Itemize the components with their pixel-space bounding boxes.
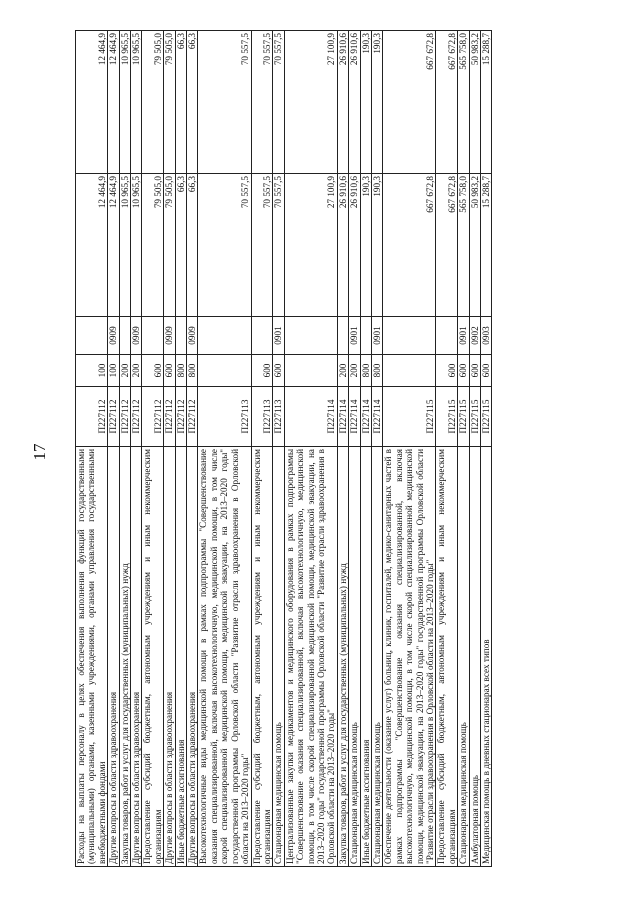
table-row bbox=[108, 31, 119, 867]
section-code-cell: 0901 bbox=[458, 317, 469, 355]
table-row bbox=[198, 31, 251, 867]
amount-cell: 190,3 bbox=[371, 174, 382, 317]
expense-type-code-cell: 600 bbox=[142, 355, 164, 387]
row-name-cell: Предоставление субсидий бюджетным, автономным учреждениям и иным некоммерческим организациям bbox=[436, 447, 458, 867]
section-code-cell: 0909 bbox=[187, 317, 198, 355]
amount-cell-2: 190,3 bbox=[371, 31, 382, 174]
amount-cell-2: 12 464,9 bbox=[108, 31, 119, 174]
table-row bbox=[164, 31, 175, 867]
row-name-cell: Стационарная медицинская помощь bbox=[458, 447, 469, 867]
target-article-code-cell: П227112 bbox=[119, 387, 130, 447]
table-row bbox=[175, 31, 186, 867]
amount-cell-2: 26 910,6 bbox=[349, 31, 360, 174]
section-code-cell bbox=[360, 317, 371, 355]
section-code-cell bbox=[175, 317, 186, 355]
expense-type-code-cell: 100 bbox=[108, 355, 119, 387]
amount-cell: 79 505,0 bbox=[164, 174, 175, 317]
target-article-code-cell: П227115 bbox=[383, 387, 436, 447]
amount-cell-2: 50 983,2 bbox=[469, 31, 480, 174]
section-code-cell bbox=[119, 317, 130, 355]
table-row bbox=[187, 31, 198, 867]
amount-cell: 26 910,6 bbox=[337, 174, 348, 317]
amount-cell: 66,3 bbox=[187, 174, 198, 317]
amount-cell: 70 557,5 bbox=[251, 174, 273, 317]
target-article-code-cell: П227113 bbox=[273, 387, 284, 447]
table-row bbox=[142, 31, 164, 867]
target-article-code-cell: П227114 bbox=[371, 387, 382, 447]
amount-cell: 27 100,9 bbox=[284, 174, 337, 317]
rotated-page-content bbox=[75, 31, 600, 867]
expense-type-code-cell: 600 bbox=[164, 355, 175, 387]
amount-cell-2: 10 965,5 bbox=[119, 31, 130, 174]
target-article-code-cell: П227112 bbox=[108, 387, 119, 447]
row-name-cell: Другие вопросы в области здравоохранения bbox=[164, 447, 175, 867]
row-name-cell: Стационарная медицинская помощь bbox=[371, 447, 382, 867]
table-row bbox=[337, 31, 348, 867]
section-code-cell bbox=[436, 317, 458, 355]
target-article-code-cell: П227115 bbox=[458, 387, 469, 447]
target-article-code-cell: П227112 bbox=[164, 387, 175, 447]
budget-table-body bbox=[76, 31, 492, 867]
table-row bbox=[273, 31, 284, 867]
row-name-cell: Стационарная медицинская помощь bbox=[349, 447, 360, 867]
row-name-cell: Другие вопросы в области здравоохранения bbox=[108, 447, 119, 867]
amount-cell-2: 79 505,0 bbox=[142, 31, 164, 174]
target-article-code-cell: П227112 bbox=[187, 387, 198, 447]
expense-type-code-cell: 600 bbox=[273, 355, 284, 387]
amount-cell-2: 79 505,0 bbox=[164, 31, 175, 174]
amount-cell-2: 190,3 bbox=[360, 31, 371, 174]
table-row bbox=[481, 31, 492, 867]
section-code-cell: 0902 bbox=[469, 317, 480, 355]
amount-cell: 79 505,0 bbox=[142, 174, 164, 317]
amount-cell-2: 667 672,8 bbox=[436, 31, 458, 174]
amount-cell-2: 667 672,8 bbox=[383, 31, 436, 174]
expense-type-code-cell: 600 bbox=[469, 355, 480, 387]
section-code-cell: 0903 bbox=[481, 317, 492, 355]
amount-cell: 12 464,9 bbox=[76, 174, 108, 317]
expense-type-code-cell: 800 bbox=[187, 355, 198, 387]
section-code-cell: 0909 bbox=[108, 317, 119, 355]
amount-cell-2: 12 464,9 bbox=[76, 31, 108, 174]
amount-cell: 70 557,5 bbox=[273, 174, 284, 317]
target-article-code-cell: П227114 bbox=[360, 387, 371, 447]
table-row bbox=[371, 31, 382, 867]
section-code-cell: 0901 bbox=[349, 317, 360, 355]
table-row bbox=[349, 31, 360, 867]
target-article-code-cell: П227114 bbox=[337, 387, 348, 447]
amount-cell: 50 983,2 bbox=[469, 174, 480, 317]
target-article-code-cell: П227112 bbox=[131, 387, 142, 447]
target-article-code-cell: П227115 bbox=[469, 387, 480, 447]
target-article-code-cell: П227115 bbox=[436, 387, 458, 447]
target-article-code-cell: П227114 bbox=[284, 387, 337, 447]
expense-type-code-cell: 600 bbox=[481, 355, 492, 387]
row-name-cell: Обеспечение деятельности (оказание услуг) больниц, клиник, госпиталей, медико-санитарных частей в рамках подпрограммы "Совершенствование оказания специализированной, включая высокотехнологичную, медицинской помощи, в том числе скорой специализированной медицинской помощи, медицинской эвакуации, на 2013–2020 годы" государственной программы Орловской области "Развитие отрасли здравоохранения в Орловской области на 2013–2020 годы" bbox=[383, 447, 436, 867]
expense-type-code-cell: 800 bbox=[175, 355, 186, 387]
amount-cell: 12 464,9 bbox=[108, 174, 119, 317]
row-name-cell: Централизованные закупки медикаментов и медицинского оборудования в рамках подпрограммы "Совершенствование оказания специализированной, включая высокотехнологичную, медицинской помощи, в том числе скорой специализированной медицинской помощи, медицинской эвакуации, на 2013–2020 годы" государственной программы Орловской области "Развитие отрасли здравоохранения в Орловской области на 2013–2020 годы" bbox=[284, 447, 337, 867]
target-article-code-cell: П227112 bbox=[175, 387, 186, 447]
amount-cell-2: 70 557,5 bbox=[198, 31, 251, 174]
amount-cell: 26 910,6 bbox=[349, 174, 360, 317]
expense-type-code-cell: 600 bbox=[458, 355, 469, 387]
expense-type-code-cell: 100 bbox=[76, 355, 108, 387]
amount-cell-2: 26 910,6 bbox=[337, 31, 348, 174]
amount-cell: 565 758,0 bbox=[458, 174, 469, 317]
page-number: 17 bbox=[30, 443, 49, 461]
expense-type-code-cell: 200 bbox=[337, 355, 348, 387]
amount-cell-2: 66,3 bbox=[175, 31, 186, 174]
amount-cell-2: 70 557,5 bbox=[273, 31, 284, 174]
row-name-cell: Медицинская помощь в дневных стационарах всех типов bbox=[481, 447, 492, 867]
table-row bbox=[436, 31, 458, 867]
section-code-cell: 0901 bbox=[273, 317, 284, 355]
expense-type-code-cell: 800 bbox=[360, 355, 371, 387]
amount-cell: 15 288,7 bbox=[481, 174, 492, 317]
expense-type-code-cell: 200 bbox=[131, 355, 142, 387]
row-name-cell: Высокотехнологичные виды медицинской помощи в рамках подпрограммы "Совершенствование оказания специализированной, включая высокотехнологичную, медицинской помощи, в том числе скорой специализированной медицинской помощи, медицинской эвакуации, на 2013–2020 годы" государственной программы Орловской области "Развитие отрасли здравоохранения в Орловской области на 2013–2020 годы" bbox=[198, 447, 251, 867]
row-name-cell: Другие вопросы в области здравоохранения bbox=[187, 447, 198, 867]
amount-cell: 70 557,5 bbox=[198, 174, 251, 317]
amount-cell-2: 565 758,0 bbox=[458, 31, 469, 174]
row-name-cell: Стационарная медицинская помощь bbox=[273, 447, 284, 867]
table-row bbox=[131, 31, 142, 867]
table-row bbox=[458, 31, 469, 867]
target-article-code-cell: П227112 bbox=[142, 387, 164, 447]
target-article-code-cell: П227113 bbox=[198, 387, 251, 447]
section-code-cell bbox=[142, 317, 164, 355]
section-code-cell bbox=[198, 317, 251, 355]
table-row bbox=[360, 31, 371, 867]
expense-type-code-cell bbox=[198, 355, 251, 387]
row-name-cell: Закупка товаров, работ и услуг для государственных (муниципальных) нужд bbox=[119, 447, 130, 867]
amount-cell: 66,3 bbox=[175, 174, 186, 317]
row-name-cell: Другие вопросы в области здравоохранения bbox=[131, 447, 142, 867]
section-code-cell bbox=[337, 317, 348, 355]
section-code-cell: 0909 bbox=[164, 317, 175, 355]
amount-cell-2: 10 965,5 bbox=[131, 31, 142, 174]
section-code-cell bbox=[284, 317, 337, 355]
row-name-cell: Иные бюджетные ассигнования bbox=[175, 447, 186, 867]
table-row bbox=[76, 31, 108, 867]
amount-cell: 667 672,8 bbox=[383, 174, 436, 317]
table-row bbox=[119, 31, 130, 867]
section-code-cell bbox=[251, 317, 273, 355]
amount-cell-2: 66,3 bbox=[187, 31, 198, 174]
amount-cell-2: 27 100,9 bbox=[284, 31, 337, 174]
expense-type-code-cell bbox=[383, 355, 436, 387]
expense-type-code-cell: 600 bbox=[251, 355, 273, 387]
amount-cell: 667 672,8 bbox=[436, 174, 458, 317]
budget-table bbox=[75, 30, 492, 867]
row-name-cell: Иные бюджетные ассигнования bbox=[360, 447, 371, 867]
section-code-cell bbox=[383, 317, 436, 355]
amount-cell: 10 965,5 bbox=[119, 174, 130, 317]
row-name-cell: Расходы на выплаты персоналу в целях обеспечения выполнения функций государственными (муниципальными) органами, казенными учреждениями, органами управления государственными внебюджетными фондами bbox=[76, 447, 108, 867]
expense-type-code-cell: 200 bbox=[119, 355, 130, 387]
target-article-code-cell: П227114 bbox=[349, 387, 360, 447]
section-code-cell: 0909 bbox=[131, 317, 142, 355]
amount-cell-2: 15 288,7 bbox=[481, 31, 492, 174]
expense-type-code-cell: 800 bbox=[371, 355, 382, 387]
amount-cell: 10 965,5 bbox=[131, 174, 142, 317]
table-row bbox=[383, 31, 436, 867]
target-article-code-cell: П227112 bbox=[76, 387, 108, 447]
expense-type-code-cell: 600 bbox=[436, 355, 458, 387]
row-name-cell: Предоставление субсидий бюджетным, автономным учреждениям и иным некоммерческим организациям bbox=[142, 447, 164, 867]
amount-cell: 190,3 bbox=[360, 174, 371, 317]
table-row bbox=[469, 31, 480, 867]
row-name-cell: Амбулаторная помощь bbox=[469, 447, 480, 867]
section-code-cell: 0901 bbox=[371, 317, 382, 355]
amount-cell-2: 70 557,5 bbox=[251, 31, 273, 174]
row-name-cell: Предоставление субсидий бюджетным, автономным учреждениям и иным некоммерческим организациям bbox=[251, 447, 273, 867]
section-code-cell bbox=[76, 317, 108, 355]
expense-type-code-cell bbox=[284, 355, 337, 387]
table-row bbox=[251, 31, 273, 867]
target-article-code-cell: П227115 bbox=[481, 387, 492, 447]
row-name-cell: Закупка товаров, работ и услуг для государственных (муниципальных) нужд bbox=[337, 447, 348, 867]
expense-type-code-cell: 200 bbox=[349, 355, 360, 387]
target-article-code-cell: П227113 bbox=[251, 387, 273, 447]
table-row bbox=[284, 31, 337, 867]
